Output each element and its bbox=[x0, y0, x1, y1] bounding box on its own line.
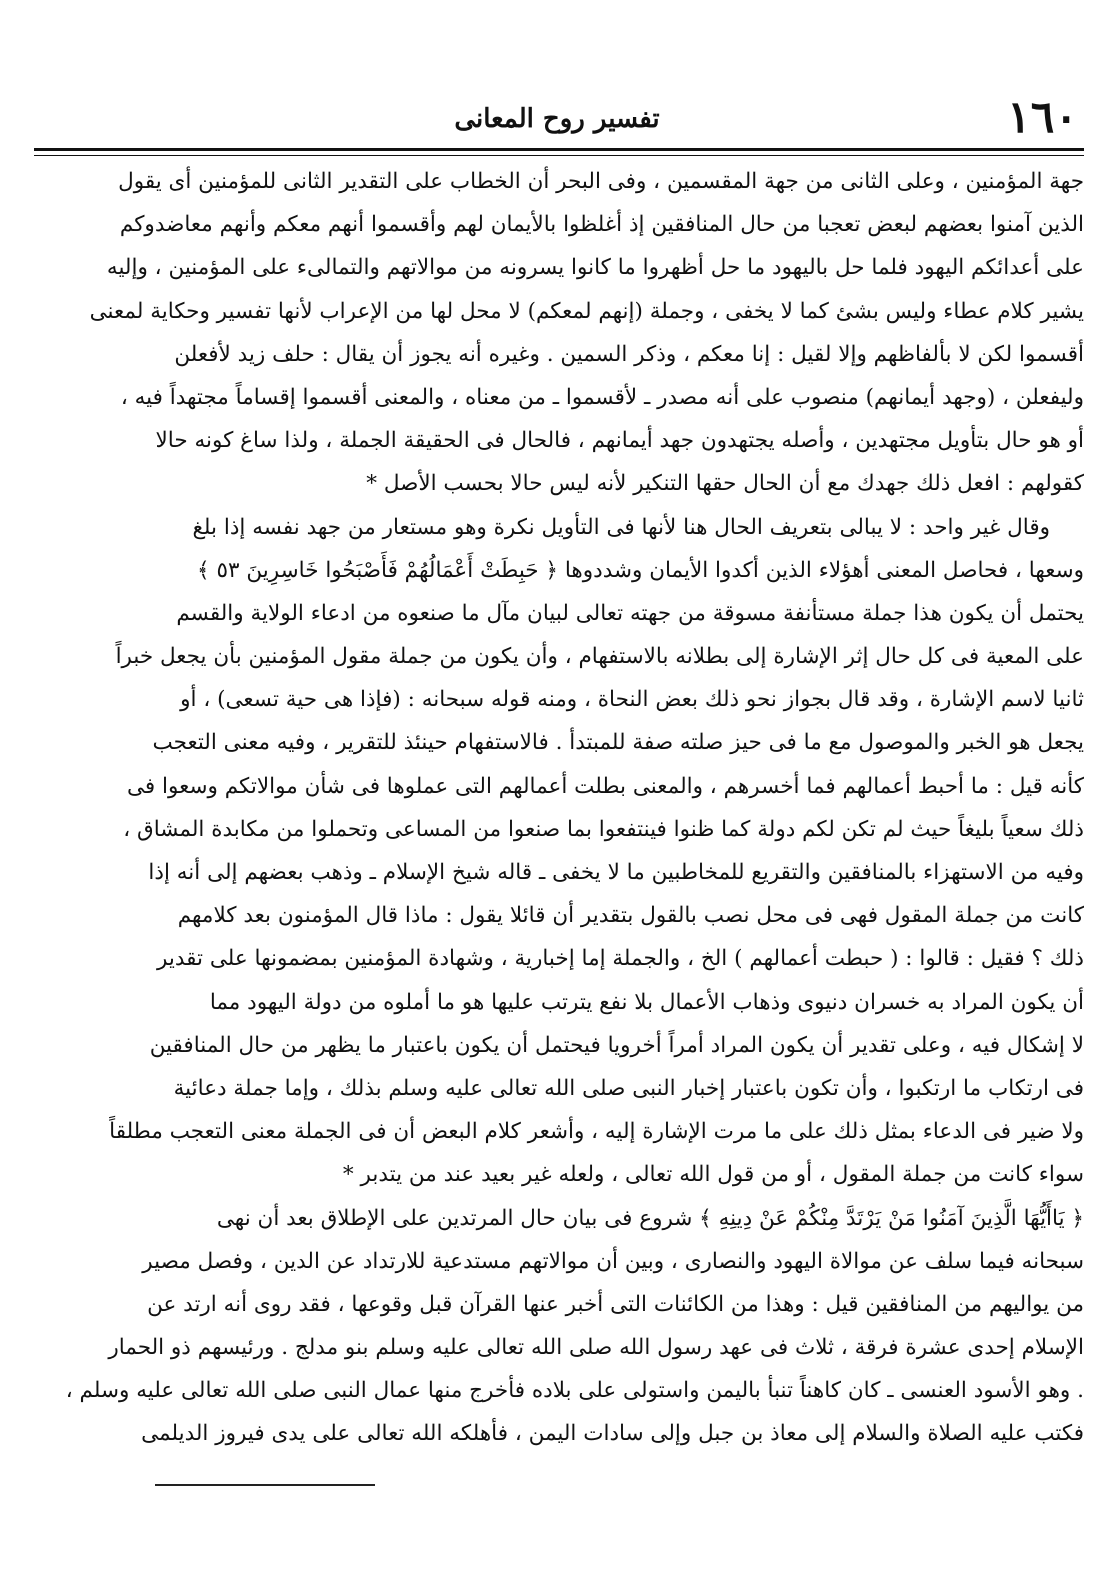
text-line: ولا ضير فى الدعاء بمثل ذلك على ما مرت الإشارة إليه ، وأشعر كلام البعض أن فى الجملة معنى التعجب مطلقاً bbox=[109, 1119, 1084, 1145]
text-line: وليفعلن ، (وجهد أيمانهم) منصوب على أنه مصدر ـ لأقسموا ـ من معناه ، والمعنى أقسموا إقساماً مجتهداً فيه ، bbox=[120, 384, 1084, 410]
text-line: جهة المؤمنين ، وعلى الثانى من جهة المقسمين ، وفى البحر أن الخطاب على التقدير الثانى للمؤمنين أى يقول bbox=[118, 169, 1084, 194]
text-line: وقال غير واحد : لا يبالى بتعريف الحال هنا لأنها فى التأويل نكرة وهو مستعار من جهد نفسه إذا بلغ bbox=[192, 514, 1050, 540]
text-line: ثانيا لاسم الإشارة ، وقد قال بجواز نحو ذلك بعض النحاة ، ومنه قوله سبحانه : (فإذا هى حية تسعى) ، أو bbox=[180, 687, 1084, 713]
text-line: على أعدائكم اليهود فلما حل باليهود ما حل أظهروا ما كانوا يسرونه من موالاتهم والتمالىء على المؤمنين ، وإليه bbox=[106, 255, 1084, 281]
text-line: . وهو الأسود العنسى ـ كان كاهناً تنبأ باليمن واستولى على بلاده فأخرج منها عمال النبى صلى الله تعالى عليه وسلم ، bbox=[65, 1378, 1084, 1404]
text-line: فى ارتكاب ما ارتكبوا ، وأن تكون باعتبار إخبار النبى صلى الله تعالى عليه وسلم بذلك ، وإما جملة دعائية bbox=[173, 1075, 1084, 1101]
body-text bbox=[34, 160, 1084, 1456]
text-line: أو هو حال بتأويل مجتهدين ، وأصله يجتهدون جهد أيمانهم ، فالحال فى الحقيقة الجملة ، ولذا ساغ كونه حالا bbox=[155, 428, 1084, 454]
page-header bbox=[30, 92, 1084, 152]
text-line: كأنه قيل : ما أحبط أعمالهم فما أخسرهم ، والمعنى بطلت أعمالهم التى عملوها فى شأن موالاتكم وسعوا فى bbox=[127, 773, 1084, 799]
text-line: لا إشكال فيه ، وعلى تقدير أن يكون المراد أمراً أخرويا فيحتمل أن يكون باعتبار ما يظهر من حال المنافقين bbox=[149, 1032, 1084, 1058]
text-line: أن يكون المراد به خسران دنيوى وذهاب الأعمال بلا نفع يترتب عليها هو ما أملوه من دولة اليهود مما bbox=[209, 989, 1084, 1015]
text-line: كانت من جملة المقول فهى فى محل نصب بالقول بتقدير أن قائلا يقول : ماذا قال المؤمنون بعد كلامهم bbox=[177, 903, 1084, 929]
text-line-quran-verse: وسعها ، فحاصل المعنى أهؤلاء الذين أكدوا الأيمان وشددوها ﴿ حَبِطَتْ أَعْمَالُهُمْ فَأَصْبَحُوا خَاسِرِينَ ٥٣ ﴾ bbox=[197, 557, 1084, 583]
text-line: ذلك سعياً بليغاً حيث لم تكن لكم دولة كما ظنوا فينتفعوا بما صنعوا من المساعى وتحملوا من مكابدة المشاق ، bbox=[123, 816, 1084, 842]
footnote-rule bbox=[155, 1484, 375, 1486]
text-line: ذلك ؟ فقيل : قالوا : ( حبطت أعمالهم ) الخ ، والجملة إما إخبارية ، وشهادة المؤمنين بمضمونها على تقدير bbox=[157, 946, 1084, 972]
running-title: تفسير روح المعانى bbox=[454, 104, 660, 134]
text-line: أقسموا لكن لا بألفاظهم وإلا لقيل : إنا معكم ، وذكر السمين . وغيره أنه يجوز أن يقال : حلف زيد لأفعلن bbox=[174, 341, 1084, 367]
text-line: يجعل هو الخبر والموصول مع ما فى حيز صلته صفة للمبتدأ . فالاستفهام حينئذ للتقرير ، وفيه معنى التعجب bbox=[152, 730, 1084, 756]
text-line: سبحانه فيما سلف عن موالاة اليهود والنصارى ، وبين أن موالاتهم مستدعية للارتداد عن الدين ، وفصل مصير bbox=[142, 1248, 1084, 1274]
header-rule-thick bbox=[34, 148, 1084, 151]
text-line: كقولهم : افعل ذلك جهدك مع أن الحال حقها التنكير لأنه ليس حالا بحسب الأصل * bbox=[366, 471, 1084, 497]
text-line: الإسلام إحدى عشرة فرقة ، ثلاث فى عهد رسول الله صلى الله تعالى عليه وسلم بنو مدلج . ورئيسهم ذو الحمار bbox=[108, 1335, 1084, 1361]
text-line: على المعية فى كل حال إثر الإشارة إلى بطلانه بالاستفهام ، وأن يكون من جملة مقول المؤمنين بأن يجعل خبراً bbox=[115, 644, 1084, 670]
text-line: سواء كانت من جملة المقول ، أو من قول الله تعالى ، ولعله غير بعيد عند من يتدبر * bbox=[342, 1162, 1084, 1188]
page-number: ١٦٠ bbox=[1007, 92, 1078, 143]
text-line: فكتب عليه الصلاة والسلام إلى معاذ بن جبل وإلى سادات اليمن ، فأهلكه الله تعالى على يدى فيروز الديلمى bbox=[141, 1421, 1084, 1447]
text-line: الذين آمنوا بعضهم لبعض تعجبا من حال المنافقين إذ أغلظوا بالأيمان لهم وأقسموا أنهم معكم وأنهم معاضدوكم bbox=[119, 212, 1084, 238]
header-rule-thin bbox=[34, 155, 1084, 156]
text-line: من يواليهم من المنافقين قيل : وهذا من الكائنات التى أخبر عنها القرآن قبل وقوعها ، فقد روى أنه ارتد عن bbox=[147, 1291, 1084, 1317]
text-line: يشير كلام عطاء وليس بشئ كما لا يخفى ، وجملة (إنهم لمعكم) لا محل لها من الإعراب لأنها تفسير وحكاية لمعنى bbox=[89, 298, 1084, 324]
text-line-quran-verse: ﴿ يَاأَيُّهَا الَّذِينَ آمَنُوا مَنْ يَرْتَدَّ مِنْكُمْ عَنْ دِينِهِ ﴾ شروع فى بيان حال المرتدين على الإطلاق بعد أن نهى bbox=[216, 1205, 1084, 1231]
text-line: وفيه من الاستهزاء بالمنافقين والتقريع للمخاطبين ما لا يخفى ـ قاله شيخ الإسلام ـ وذهب بعضهم إلى أنه إذا bbox=[148, 860, 1084, 885]
text-line: يحتمل أن يكون هذا جملة مستأنفة مسوقة من جهته تعالى لبيان مآل ما صنعوه من ادعاء الولاية والقسم bbox=[176, 600, 1084, 626]
